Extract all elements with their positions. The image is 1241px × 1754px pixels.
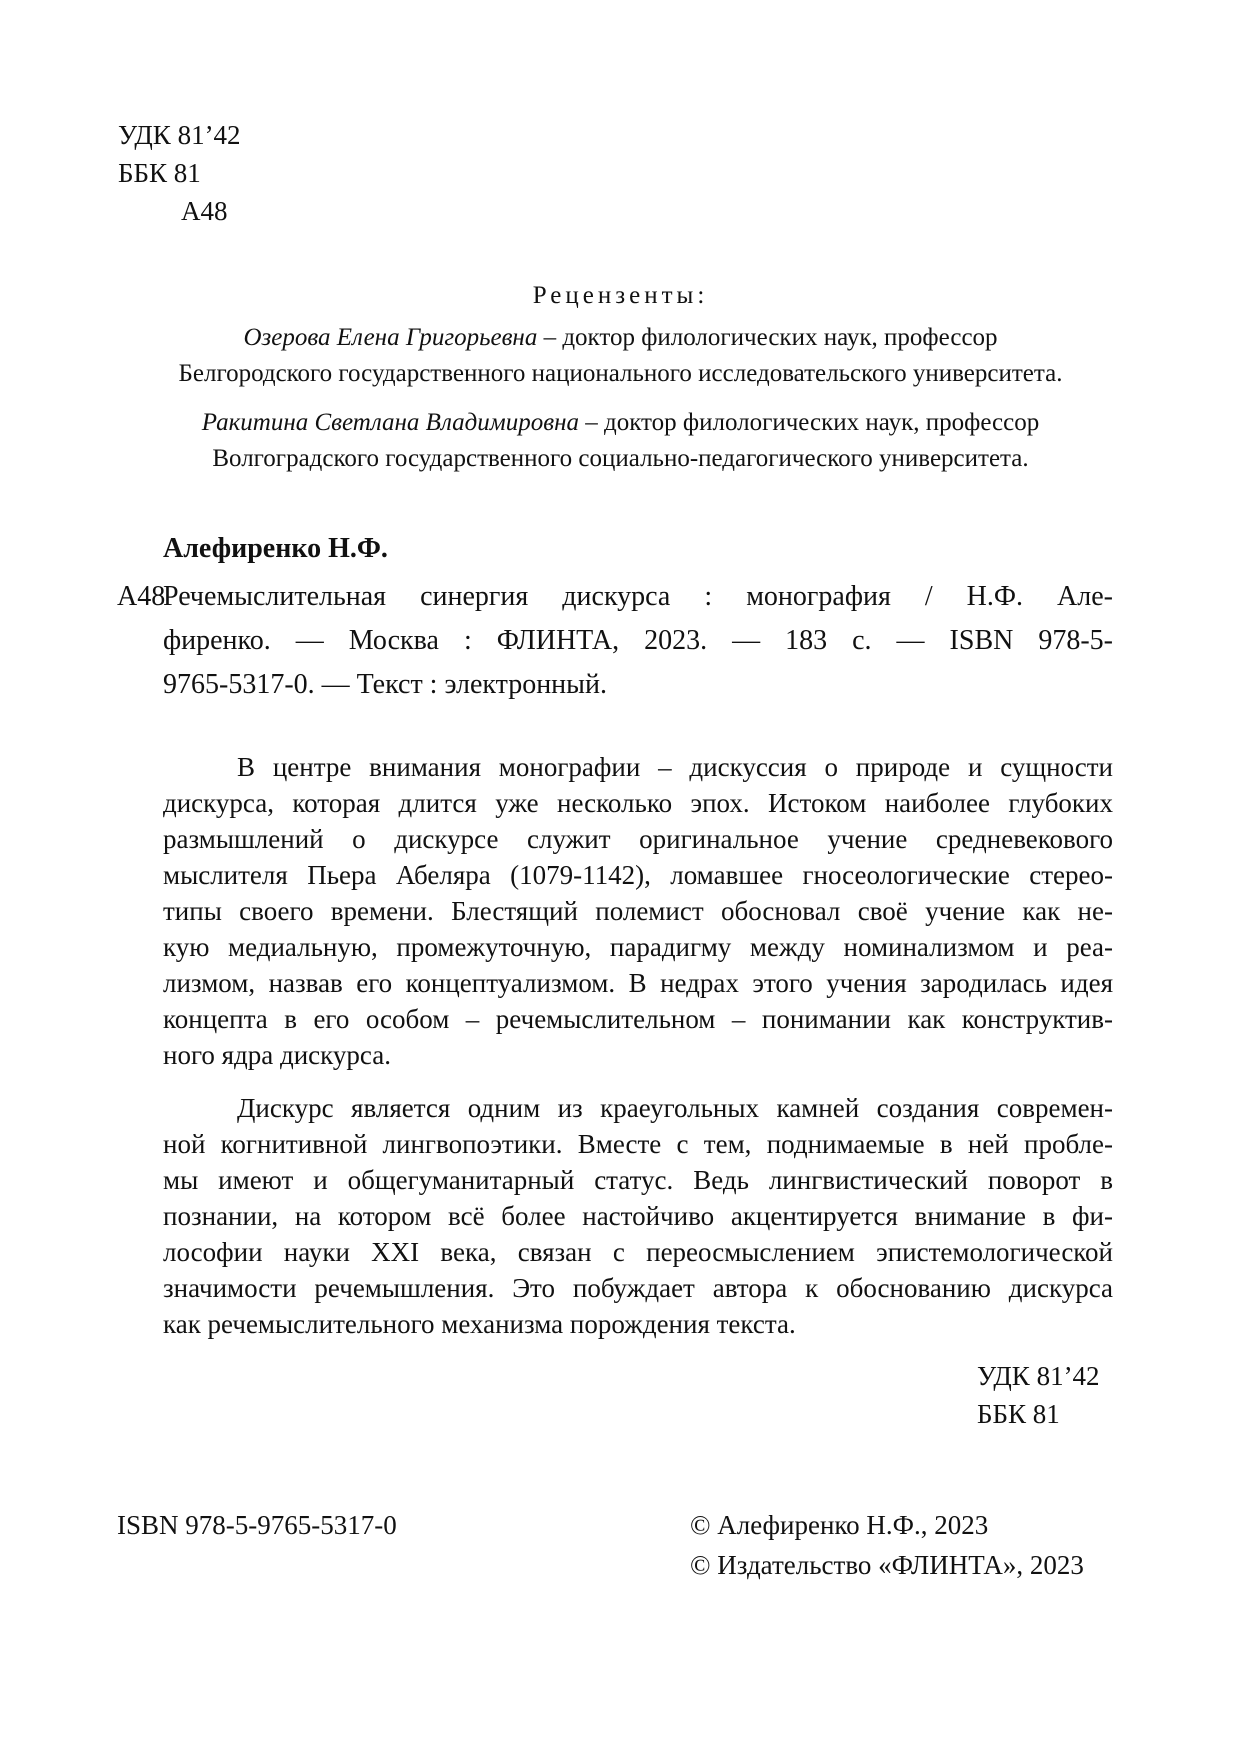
abstract-p1-line: размышлений о дискурсе служит оригинальное учение средневекового <box>163 824 1113 854</box>
abstract-p1-line: ного ядра дискурса. <box>163 1040 391 1070</box>
abstract-p1-line: лизмом, назвав его концептуализмом. В недрах этого учения зародилась идея <box>163 968 1113 998</box>
copyright-publisher: © Издательство «ФЛИНТА», 2023 <box>690 1550 1084 1580</box>
reviewer-1-name: Озерова Елена Григорьевна <box>243 324 538 351</box>
bib-line-2: фиренко. — Москва : ФЛИНТА, 2023. — 183 с. — ISBN 978-5- <box>163 625 1113 656</box>
abstract-p1-line: концепта в его особом – речемыслительном – понимании как конструктив- <box>163 1004 1113 1034</box>
abstract-p1-line: дискурса, которая длится уже несколько эпох. Истоком наиболее глубоких <box>163 788 1113 818</box>
udk-code: УДК 81’42 <box>118 120 241 150</box>
abstract-p2-line: как речемыслительного механизма порождения текста. <box>163 1309 796 1339</box>
author-mark-code: А48 <box>181 196 228 226</box>
reviewer-2-line1 <box>0 405 1241 441</box>
reviewers-title: Рецензенты: <box>532 282 709 309</box>
bottom-bbk-code: ББК 81 <box>977 1399 1060 1429</box>
bottom-udk-code: УДК 81’42 <box>977 1361 1100 1391</box>
bib-author: Алефиренко Н.Ф. <box>163 533 388 564</box>
bib-line-1: Речемыслительная синергия дискурса : монография / Н.Ф. Але- <box>163 581 1113 612</box>
reviewer-1-line1 <box>0 320 1241 356</box>
abstract-p2-line: ной когнитивной лингвопоэтики. Вместе с тем, поднимаемые в ней пробле- <box>163 1129 1113 1159</box>
reviewer-2-name: Ракитина Светлана Владимировна <box>201 409 580 436</box>
isbn: ISBN 978-5-9765-5317-0 <box>117 1510 397 1540</box>
abstract-p2-line: Дискурс является одним из краеугольных камней создания современ- <box>237 1093 1113 1123</box>
reviewer-2-affiliation: Волгоградского государственного социально-педагогического университета. <box>212 445 1029 472</box>
reviewer-1-affiliation: Белгородского государственного национального исследовательского университета. <box>178 360 1063 387</box>
reviewer-2-title: – доктор филологических наук, профессор <box>579 409 1040 436</box>
bbk-code: ББК 81 <box>118 158 201 188</box>
abstract-p2-line: мы имеют и общегуманитарный статус. Ведь лингвистический поворот в <box>163 1165 1113 1195</box>
bib-line-3: 9765-5317-0. — Текст : электронный. <box>163 669 607 700</box>
abstract-p1-line: В центре внимания монографии – дискуссия о природе и сущности <box>237 752 1113 782</box>
abstract-p2-line: значимости речемышления. Это побуждает автора к обоснованию дискурса <box>163 1273 1113 1303</box>
abstract-p2-line: лософии науки XXI века, связан с переосмыслением эпистемологической <box>163 1237 1113 1267</box>
bib-author-mark: А48 <box>117 581 166 612</box>
abstract-p1-line: типы своего времени. Блестящий полемист обосновал своё учение как не- <box>163 896 1113 926</box>
copyright-author: © Алефиренко Н.Ф., 2023 <box>690 1510 989 1540</box>
reviewer-1-title: – доктор филологических наук, профессор <box>537 324 998 351</box>
abstract-p2-line: познании, на котором всё более настойчиво акцентируется внимание в фи- <box>163 1201 1113 1231</box>
abstract-p1-line: кую медиальную, промежуточную, парадигму между номинализмом и реа- <box>163 932 1113 962</box>
abstract-p1-line: мыслителя Пьера Абеляра (1079-1142), ломавшее гносеологические стерео- <box>163 860 1113 890</box>
